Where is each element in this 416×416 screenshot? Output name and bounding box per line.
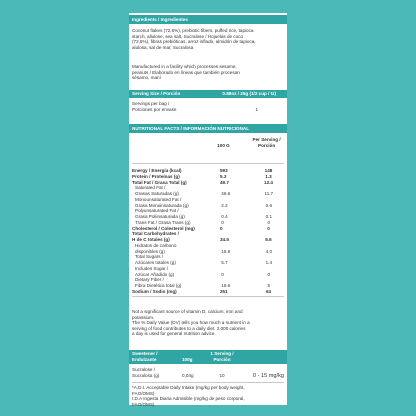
nutrient-value-serving: 0.6: [265, 202, 272, 208]
nutrient-value-serving: 0.1: [265, 214, 272, 219]
nutrient-value-100g: 0: [221, 219, 224, 225]
nutrition-row: [132, 277, 284, 283]
serving-size-value: 0.88oz / 25g (1/2 cup / tz): [222, 91, 276, 97]
sweetener-col-name-line: Endulzante: [132, 357, 157, 362]
nutrient-value-serving: 5: [267, 283, 271, 288]
sweetener-name: [132, 367, 182, 379]
nutrient-label: disponibles (g): [135, 248, 165, 254]
column-per-serving-line: Porción: [258, 142, 276, 148]
nutrient-label: Grasa Poliinsaturada (g): [135, 214, 185, 219]
nutrition-row: [132, 272, 284, 278]
nutrition-row: [132, 283, 284, 289]
nutrient-value-100g: 2.2: [221, 202, 228, 208]
serving-size-label: Serving Size / Porción: [132, 91, 181, 97]
allergen-statement: [132, 64, 284, 81]
footnote-line: *A.D.I. Acceptable Daily Intake (mg/kg per body weight,: [132, 385, 245, 390]
sweetener-adi-range: 0 - 15 mg/kg: [252, 372, 284, 379]
note-line: The % Daily Value (DV) tells you how much a nutrient in a: [132, 320, 250, 326]
note-line: a day is used for general nutrition advice.: [132, 331, 216, 337]
nutrient-value-serving: 1.3: [265, 173, 272, 179]
nutrient-label: Hidratos de carbono: [135, 242, 177, 248]
ingredients-text: [132, 28, 284, 50]
allergen-line: Manufactured in a facility which processes sesame,: [132, 64, 237, 69]
nutrient-label: Total Fat / Grasa Total (g): [132, 179, 187, 185]
nutrient-label: Dietary Fiber /: [135, 277, 164, 283]
nutrition-row: [132, 203, 284, 209]
nutrient-label: Monounsaturated Fat /: [135, 196, 182, 202]
footnote-line: FAO/OMS): [132, 390, 155, 396]
nutrient-value-serving: 0: [267, 271, 271, 277]
nutrient-label: Saturated Fat /: [135, 185, 166, 191]
nutrient-value-100g: 251: [220, 288, 228, 294]
nutrition-label: [129, 13, 287, 405]
nutrient-value-100g: [221, 185, 253, 191]
nutrient-value-serving: [254, 208, 284, 214]
ingredients-line: (72,6%), fibras prebióticas, arroz inflado, almidón de tapioca,: [132, 39, 256, 45]
nutrient-value-serving: 0: [267, 219, 271, 225]
sweetener-col-serving-line: Porción: [213, 357, 231, 362]
sweetener-col-100g: 100g: [182, 356, 193, 362]
nutrient-label: Cholesterol / Colesterol (mg): [132, 225, 195, 231]
sweetener-col-name-line: Sweetener /: [132, 351, 158, 357]
nutrient-value-serving: [254, 185, 284, 191]
nutrient-value-100g: 49.7: [220, 179, 229, 185]
column-per-serving-line: Per Serving /: [252, 137, 281, 142]
nutrient-value-100g: 5.7: [221, 260, 228, 265]
note-line: potassium.: [132, 314, 155, 320]
ingredients-line: Coconut flakes (72,6%), prebiotic fibers, puffed rice, tapioca: [132, 28, 254, 33]
nutrition-row: [132, 168, 284, 174]
nutrition-row: [132, 214, 284, 220]
nutrient-value-100g: [221, 243, 253, 249]
nutrient-value-serving: 11.7: [264, 191, 274, 196]
nutrition-divider: [132, 296, 284, 297]
servings-per-bag-label: Porciones por envase: [132, 106, 177, 112]
nutrition-row: [132, 266, 284, 272]
nutrient-label: Fibra Dietética total (g): [135, 283, 182, 288]
ingredients-header: [129, 15, 287, 24]
nutrition-row: [132, 254, 284, 260]
nutrient-value-100g: [221, 277, 253, 283]
nutrient-value-100g: 46.6: [221, 191, 231, 196]
nutrient-label: Energy / Energía (kcal): [132, 168, 182, 173]
sweetener-row: [132, 367, 284, 379]
nutrient-value-serving: 4.0: [265, 248, 272, 254]
nutrient-label: Polyunsaturated Fat /: [135, 208, 179, 214]
nutrient-value-serving: 148: [264, 168, 273, 173]
nutrition-row: [132, 243, 284, 249]
note-line: serving of food contributes to a daily diet. 2,000 calories: [132, 325, 246, 331]
nutrient-value-100g: 593: [220, 168, 228, 173]
nutrient-value-serving: 12.4: [264, 179, 273, 185]
nutrient-label: Grasas Saturadas (g): [135, 191, 179, 196]
sweetener-divider: [132, 382, 284, 383]
nutrient-label: Total Sugars /: [135, 254, 164, 260]
sweetener-col-serving: [206, 351, 238, 362]
nutrition-facts-title: NUTRITIONAL FACTS / INFORMACIÓN NUTRICIONAL: [132, 125, 250, 131]
nutrient-value-serving: 1.4: [265, 260, 272, 265]
nutrient-value-serving: [254, 254, 284, 260]
nutrient-value-serving: [254, 266, 284, 272]
nutrient-value-100g: 18.6: [221, 283, 231, 288]
nutrition-row: [132, 249, 284, 255]
nutrient-value-serving: 8.6: [265, 237, 272, 242]
nutrient-value-100g: 34.5: [220, 237, 229, 242]
sweetener-header: [129, 350, 287, 364]
column-100g: 100 G: [217, 142, 230, 148]
nutrient-label: Azúcares totales (g): [135, 260, 176, 265]
nutrition-row: [132, 191, 284, 197]
nutrient-value-100g: 15.9: [221, 248, 231, 254]
footnote-line: FAO/OMS): [132, 401, 155, 407]
nutrient-label: Sodium / Sodio (mg): [132, 288, 177, 294]
note-line: Not a significant source of vitamin D, calcium, iron and: [132, 309, 243, 314]
nutrient-value-serving: 63: [265, 288, 272, 294]
nutrient-label: Grasa Monoinsaturada (g): [135, 202, 189, 208]
nutrient-value-100g: [220, 231, 253, 237]
nutrient-value-100g: 0: [221, 271, 224, 277]
nutrition-row: [132, 260, 284, 266]
nutrient-value-serving: [254, 243, 284, 249]
nutrition-row: [132, 174, 284, 180]
ingredients-title: Ingredients / Ingredientes: [132, 16, 188, 22]
nutrition-row: [132, 185, 284, 191]
nutrient-value-serving: [254, 197, 284, 203]
nutrient-value-serving: 0: [267, 225, 270, 231]
allergen-line: sésamo, maní: [132, 75, 161, 81]
nutrition-row: [132, 208, 284, 214]
nutrient-label: Azúcar Añadido (g): [135, 271, 175, 277]
nutrient-value-100g: 5.3: [220, 173, 227, 179]
sweetener-col-name: [132, 351, 182, 362]
serving-size-header: [129, 90, 287, 98]
sweetener-col-serving-line: 1 Serving /: [210, 351, 234, 357]
nutrient-label: Total Carbohydrates /: [132, 231, 179, 237]
nutrient-value-serving: [253, 231, 284, 237]
nutrient-label: Trans Fat / Grasa Trans (g): [135, 219, 191, 225]
footnote-line: I.D.A Ingesta Diaria Admisible (mg/kg de peso corporal,: [132, 396, 245, 402]
nutrition-row: [132, 197, 284, 203]
nutrient-value-100g: 0: [220, 225, 223, 231]
nutrient-label: Protein / Proteínas (g): [132, 173, 180, 179]
nutrient-label: H de C totales (g): [132, 237, 170, 242]
nutrient-value-100g: [221, 254, 253, 260]
servings-per-bag-label: Servings per bag /: [132, 101, 170, 106]
nutrition-row: [132, 180, 284, 186]
nutrient-value-100g: 0.4: [221, 214, 228, 219]
nutrition-row: [132, 237, 284, 243]
adi-footnote: [132, 385, 284, 407]
sweetener-100g-value: 0,04g: [182, 372, 194, 378]
sweetener-name-line: Sucralose /: [132, 367, 155, 372]
column-per-serving: [249, 137, 284, 148]
nutrition-row: [132, 289, 284, 295]
nutrition-column-headers: [132, 137, 284, 148]
allergen-line: peanuts / Elaborado en líneas que también procesan: [132, 69, 240, 75]
nutrient-value-100g: [221, 266, 253, 272]
nutrient-value-100g: [221, 197, 253, 203]
nutrition-row: [132, 231, 284, 237]
servings-per-bag-value: 1: [255, 106, 258, 112]
nutrient-label: Includes Sugar /: [135, 265, 169, 271]
nutrition-notes: [132, 309, 284, 337]
servings-per-bag: [132, 101, 284, 112]
ingredients-line: alulosa, sal de mar, Sucralosa: [132, 44, 194, 50]
nutrient-value-100g: [221, 208, 253, 214]
nutrient-value-serving: [254, 277, 284, 283]
sweetener-name-line: Sucralosa (g): [132, 372, 160, 378]
sweetener-serving-value: 10: [219, 372, 225, 378]
nutrition-facts-header: [129, 124, 287, 133]
nutrition-row: [132, 220, 284, 226]
nutrition-divider: [132, 163, 284, 164]
ingredients-line: starch, allulose, sea salt, Sucralose / Hojuelas de coco: [132, 33, 244, 39]
nutrition-row: [132, 226, 284, 232]
